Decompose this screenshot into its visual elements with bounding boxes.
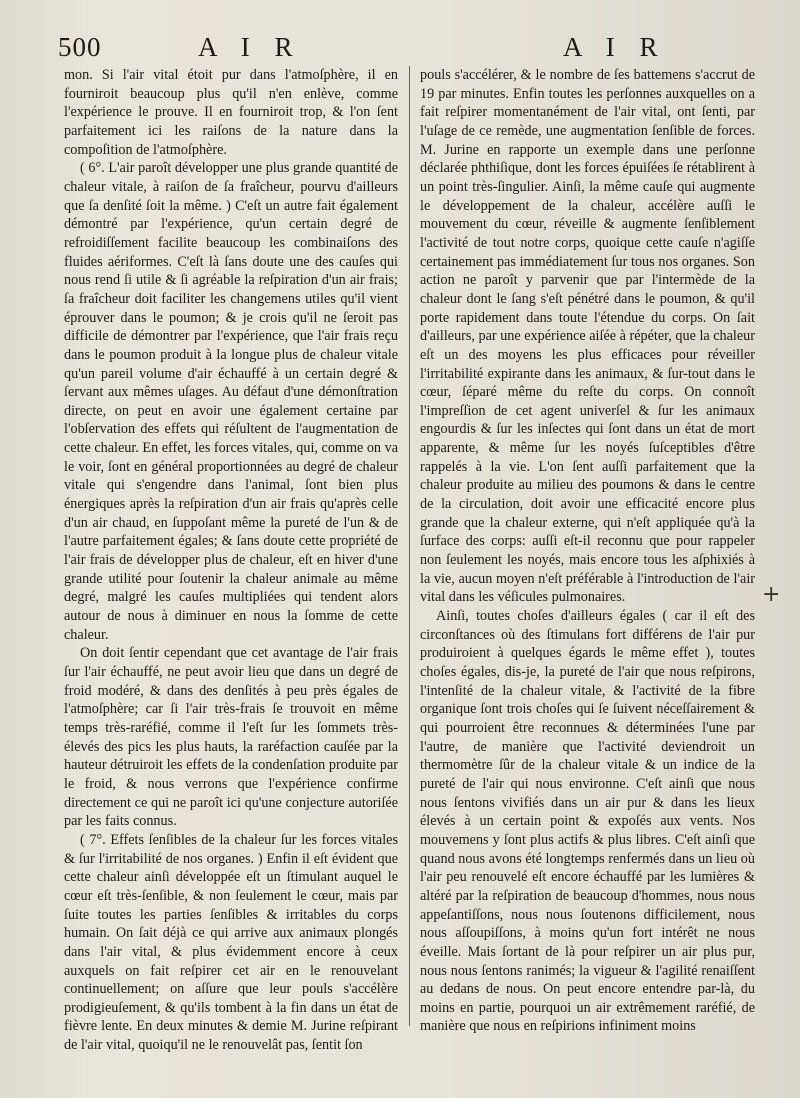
paragraph: mon. Si l'air vital étoit pur dans l'atmoſphère, il en fourniroit beaucoup plus qu'il n'en enlève, comme l'expérience le prouve. Il en fourniroit trop, & l'on ſent parfaitement ici les raiſons de la nature dans la compoſition de l'atmoſphère. [64, 67, 398, 158]
paragraph: pouls s'accélérer, & le nombre de ſes battemens s'accrut de 19 par minutes. Enfin toutes les perſonnes auxquelles on a fait reſpirer momentanément de l'air vital, ont ſenti, par l'uſage de ce remède, une augmentation ſenſible de forces. M. Jurine en rapporte un exemple dans une perſonne déclarée phthiſique, dont les forces épuiſées ſe rétablirent à un point très-ſingulier. Ainſi, la même cauſe qui augmente le développement de la chaleur, accélère auſſi le mouvement du cœur, réveille & augmente ſenſiblement l'activité de tout notre corps, quoique cette cauſe n'agiſſe certainement pas immédiatement ſur tous nos organes. Son action ne paroît y parvenir que par l'intermède de la chaleur dont le ſang s'eſt pénétré dans le poumon, & qu'il porte rapidement dans toute l'étendue du corps. On ſait d'ailleurs, par une expérience aiſée à répéter, que la chaleur eſt un des moyens les plus efficaces pour réveiller l'irritabilité expirante dans les animaux, & ſur-tout dans le cœur, ſéparé même du reſte du corps. On connoît l'impreſſion de cet agent univerſel & ſur les animaux engourdis & ſur les inſectes qui ſont dans un état de mort apparente, & même ſur les noyés ſuſceptibles d'être rappelés à la vie. L'on ſent auſſi parfaitement que la chaleur produite au milieu des poumons & dans le centre de la circulation, doit avoir une efficacité encore plus grande que la chaleur externe, qui n'eſt appliquée qu'à la ſurface des corps: auſſi eſt-il reconnu que pour rappeler non ſeulement les noyés, mais encore tous les aſphixiés à la vie, aucun moyen n'eſt préférable à l'introduction de l'air vital dans les véſicules pulmonaires. [420, 67, 755, 606]
paragraph: ( 6°. L'air paroît développer une plus grande quantité de chaleur vitale, à raiſon de ſa fraîcheur, pourvu d'ailleurs que ſa denſité ſoit la même. ) C'eſt un autre fait également démontré par l'expérience, qu'un certain degré de refroidiſſement facilite beaucoup les combinaiſons des fluides aériformes. C'eſt là ſans doute une des cauſes qui nous rend ſi utile & ſi agréable la reſpiration d'un air frais; ſa fraîcheur doit faciliter les changemens utiles qu'il vient éprouver dans le poumon; & je crois qu'il ne ſeroit pas difficile de démontrer par l'expérience, que l'air frais reçu dans le poumon produit à la longue plus de chaleur vitale qu'un pareil volume d'air échauffé à un certain degré & ſervant aux mêmes uſages. Au défaut d'une démonſtration directe, on peut en avoir une également certaine par l'obſervation des effets qui réſultent de l'augmentation de cette chaleur. En effet, les forces vitales, qui, comme on va le voir, ſont en général proportionnées au degré de chaleur vitale qui s'engendre dans l'animal, ſont bien plus énergiques après la reſpiration d'un air frais qu'après celle d'un air chaud, en ſuppoſant même la pureté de l'un & de l'autre parfaitement égales; & ſans doute cette propriété de l'air frais de développer plus de chaleur, eſt en hiver d'une grande utilité pour ſoutenir la chaleur animale au même degré, malgré les cauſes multipliées qui tendent alors autour de nous à diminuer en nous la ſomme de cette chaleur. [64, 160, 398, 643]
column-divider [409, 66, 410, 1026]
margin-cross-mark-icon: + [762, 582, 781, 607]
page-number: 500 [58, 32, 102, 62]
running-head-right: A I R [563, 32, 667, 62]
paragraph: Ainſi, toutes choſes d'ailleurs égales ( car il eſt des circonſtances où des ſtimulans fort différens de l'air pur produiroient à quelques égards le même effet ), toutes choſes égales, dis-je, la pureté de l'air que nous reſpirons, l'intenſité de la chaleur vitale, & l'activité de la fibre organique ſont trois choſes qui ſe ſuivent néceſſairement & qui pourroient être reconnues & déterminées l'une par l'autre, de manière que l'activité deviendroit un thermomètre ſûr de la chaleur vitale & un indice de la pureté de l'air qui nous environne. C'eſt ainſi que nous nous ſentons vivifiés dans un air pur & dans les lieux élevés à un certain point & expoſés aux vents. Nos mouvemens y ſont plus actifs & plus libres. C'eſt ainſi que quand nous avons été longtemps renfermés dans un lieu où l'air peu renouvelé eſt encore échauffé par les lumières & altéré par la reſpiration de beaucoup d'hommes, nous nous appeſantiſſons, nous nous ſoutenons difficilement, nous nous aſſoupiſſons, à moins qu'un fort intérêt ne nous éveille. Mais ſortant de là pour reſpirer un air plus pur, nous nous ſentons ranimés; la vigueur & l'agilité renaiſſent au dedans de nous. On peut encore entendre par-là, du moins en partie, pourquoi un air extrêmement raréfié, de manière que nous en reſpirions infiniment moins [420, 608, 755, 1035]
paragraph: ( 7°. Effets ſenſibles de la chaleur ſur les forces vitales & ſur l'irritabilité de nos organes. ) Enfin il eſt évident que cette chaleur ainſi développée eſt un ſtimulant auquel le cœur eſt très-ſenſible, & non ſeulement le cœur, mais par ſuite toutes les parties ſenſibles & irritables du corps humain. On ſait déjà ce qui arrive aux animaux plongés dans l'air vital, & plus évidemment encore à ceux auxquels on fait reſpirer cet air en le renouvelant continuellement; on aſſure que leur pouls s'accélère prodigieuſement, & qu'ils tombent à la fin dans un état de fièvre lente. En deux minutes & demie M. Jurine reſpirant de l'air vital, quoiqu'il ne le renouvelât pas, ſentit ſon [64, 831, 398, 1054]
left-column [64, 66, 398, 1055]
paragraph: On doit ſentir cependant que cet avantage de l'air frais ſur l'air échauffé, ne peut avoir lieu que dans un degré de froid modéré, & dans des denſités à peu près égales de l'atmoſphère; car ſi l'air très-frais ſe trouvoit en même temps très-raréfié, comme il l'eſt ſur les ſommets très-élevés des pics les plus hauts, la raréfaction cauſée par la hauteur détruiroit les effets de la condenſation produite par le froid, & nous verrons que l'expérience confirme directement ce qui ne paroît ici qu'une conjecture autoriſée par les faits connus. [64, 645, 398, 830]
page-header [58, 26, 752, 66]
right-column [420, 66, 755, 1036]
running-head-left: A I R [198, 32, 302, 62]
